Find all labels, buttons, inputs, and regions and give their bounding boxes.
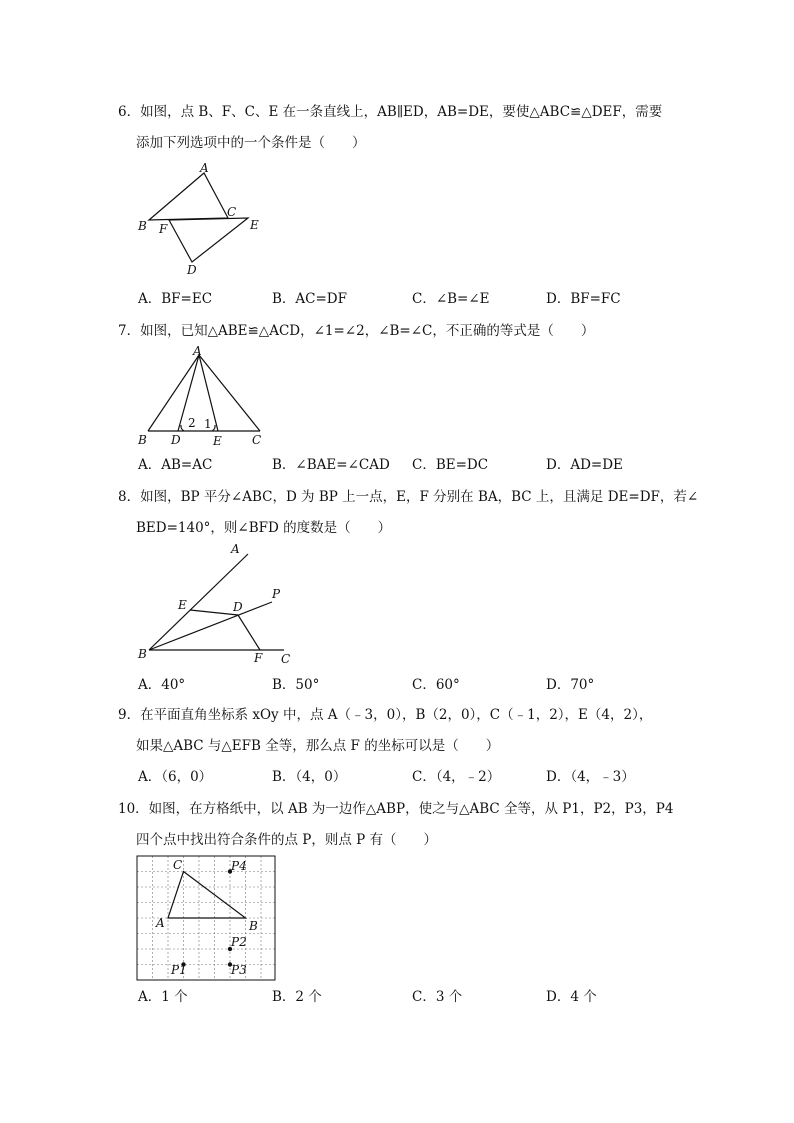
- option-d[interactable]: D．4 个: [546, 989, 597, 1005]
- triangle-def: [169, 218, 248, 262]
- option-b[interactable]: B．2 个: [272, 989, 322, 1005]
- label-angle-2: 2: [188, 416, 196, 430]
- label-c: C: [281, 652, 291, 666]
- option-c[interactable]: C．BE=DC: [412, 457, 489, 473]
- label-p1: P1: [171, 963, 187, 977]
- question-8-line-2: BED=140°，则∠BFD 的度数是（ ）: [136, 520, 392, 536]
- option-c[interactable]: C．（4，﹣2）: [412, 769, 501, 785]
- label-a: A: [193, 344, 202, 358]
- triangle-abc: [168, 872, 246, 919]
- label-f: F: [159, 222, 168, 236]
- label-c: C: [227, 205, 237, 219]
- question-7-figure: [136, 345, 276, 450]
- label-p2: P2: [231, 935, 247, 949]
- segment-df: [238, 615, 260, 650]
- question-7-line-1: 7．如图，已知△ABE≌△ACD，∠1=∠2，∠B=∠C，不正确的等式是（ ）: [118, 323, 595, 339]
- question-10-line-2: 四个点中找出符合条件的点 P，则点 P 有（ ）: [136, 832, 438, 848]
- label-e: E: [213, 434, 222, 448]
- label-d: D: [171, 433, 181, 447]
- question-8-options: [138, 676, 698, 694]
- question-6-figure: [136, 160, 276, 280]
- question-10-line-1: 10．如图，在方格纸中，以 AB 为一边作△ABP，使之与△ABC 全等，从 P1，P2，P3，P4: [118, 801, 674, 817]
- label-a: A: [200, 161, 209, 175]
- segment-ed: [190, 610, 238, 615]
- label-p: P: [272, 587, 281, 601]
- question-10-options: [138, 988, 698, 1006]
- question-8-figure: [136, 542, 296, 667]
- option-d[interactable]: D．（4，﹣3）: [546, 769, 635, 785]
- option-c[interactable]: C．60°: [412, 677, 460, 693]
- question-9-line-2: 如果△ABC 与△EFB 全等，那么点 F 的坐标可以是（ ）: [136, 738, 500, 754]
- option-d[interactable]: D．70°: [546, 677, 595, 693]
- option-a[interactable]: A．1 个: [138, 989, 188, 1005]
- angle-2-arc: [181, 425, 184, 431]
- label-b: B: [138, 219, 147, 233]
- label-e: E: [250, 218, 259, 232]
- label-angle-1: 1: [204, 417, 212, 431]
- question-9-line-1: 9．在平面直角坐标系 xOy 中，点 A（﹣3，0），B（2，0），C（﹣1，2），E（4，2），: [118, 707, 653, 723]
- label-c: C: [173, 858, 183, 872]
- label-b: B: [138, 433, 147, 447]
- option-b[interactable]: B．∠BAE=∠CAD: [272, 457, 390, 473]
- option-c[interactable]: C．3 个: [412, 989, 463, 1005]
- option-c[interactable]: C．∠B=∠E: [412, 291, 490, 307]
- option-b[interactable]: B．（4，0）: [272, 769, 347, 785]
- label-a: A: [156, 916, 165, 930]
- question-9-options: [138, 768, 698, 786]
- label-d: D: [233, 600, 243, 614]
- label-e: E: [178, 598, 187, 612]
- triangle-abc: [149, 173, 228, 220]
- label-d: D: [187, 263, 197, 277]
- option-d[interactable]: D．AD=DE: [546, 457, 623, 473]
- label-b: B: [138, 647, 147, 661]
- label-f: F: [254, 651, 263, 665]
- question-6-line-2: 添加下列选项中的一个条件是（ ）: [136, 135, 366, 151]
- label-a: A: [231, 542, 240, 556]
- option-b[interactable]: B．50°: [272, 677, 320, 693]
- question-6-options: [138, 290, 698, 308]
- label-p3: P3: [231, 963, 247, 977]
- option-a[interactable]: A．40°: [138, 677, 186, 693]
- label-b: B: [249, 919, 258, 933]
- question-7-options: [138, 456, 698, 474]
- question-8-line-1: 8．如图，BP 平分∠ABC，D 为 BP 上一点，E，F 分别在 BA，BC 上，且满足 DE=DF，若∠: [118, 489, 699, 505]
- option-d[interactable]: D．BF=FC: [546, 291, 621, 307]
- option-a[interactable]: A．BF=EC: [138, 291, 213, 307]
- label-p4: P4: [231, 859, 247, 873]
- option-a[interactable]: A．AB=AC: [138, 457, 213, 473]
- label-c: C: [252, 433, 262, 447]
- option-b[interactable]: B．AC=DF: [272, 291, 348, 307]
- question-10-figure: [136, 855, 276, 981]
- option-a[interactable]: A．（6，0）: [138, 769, 213, 785]
- angle-1-arc: [212, 425, 215, 431]
- ray-bp: [149, 602, 272, 650]
- question-6-line-1: 6．如图，点 B、F、C、E 在一条直线上，AB∥ED，AB=DE，要使△ABC≌△DEF，需要: [118, 104, 663, 120]
